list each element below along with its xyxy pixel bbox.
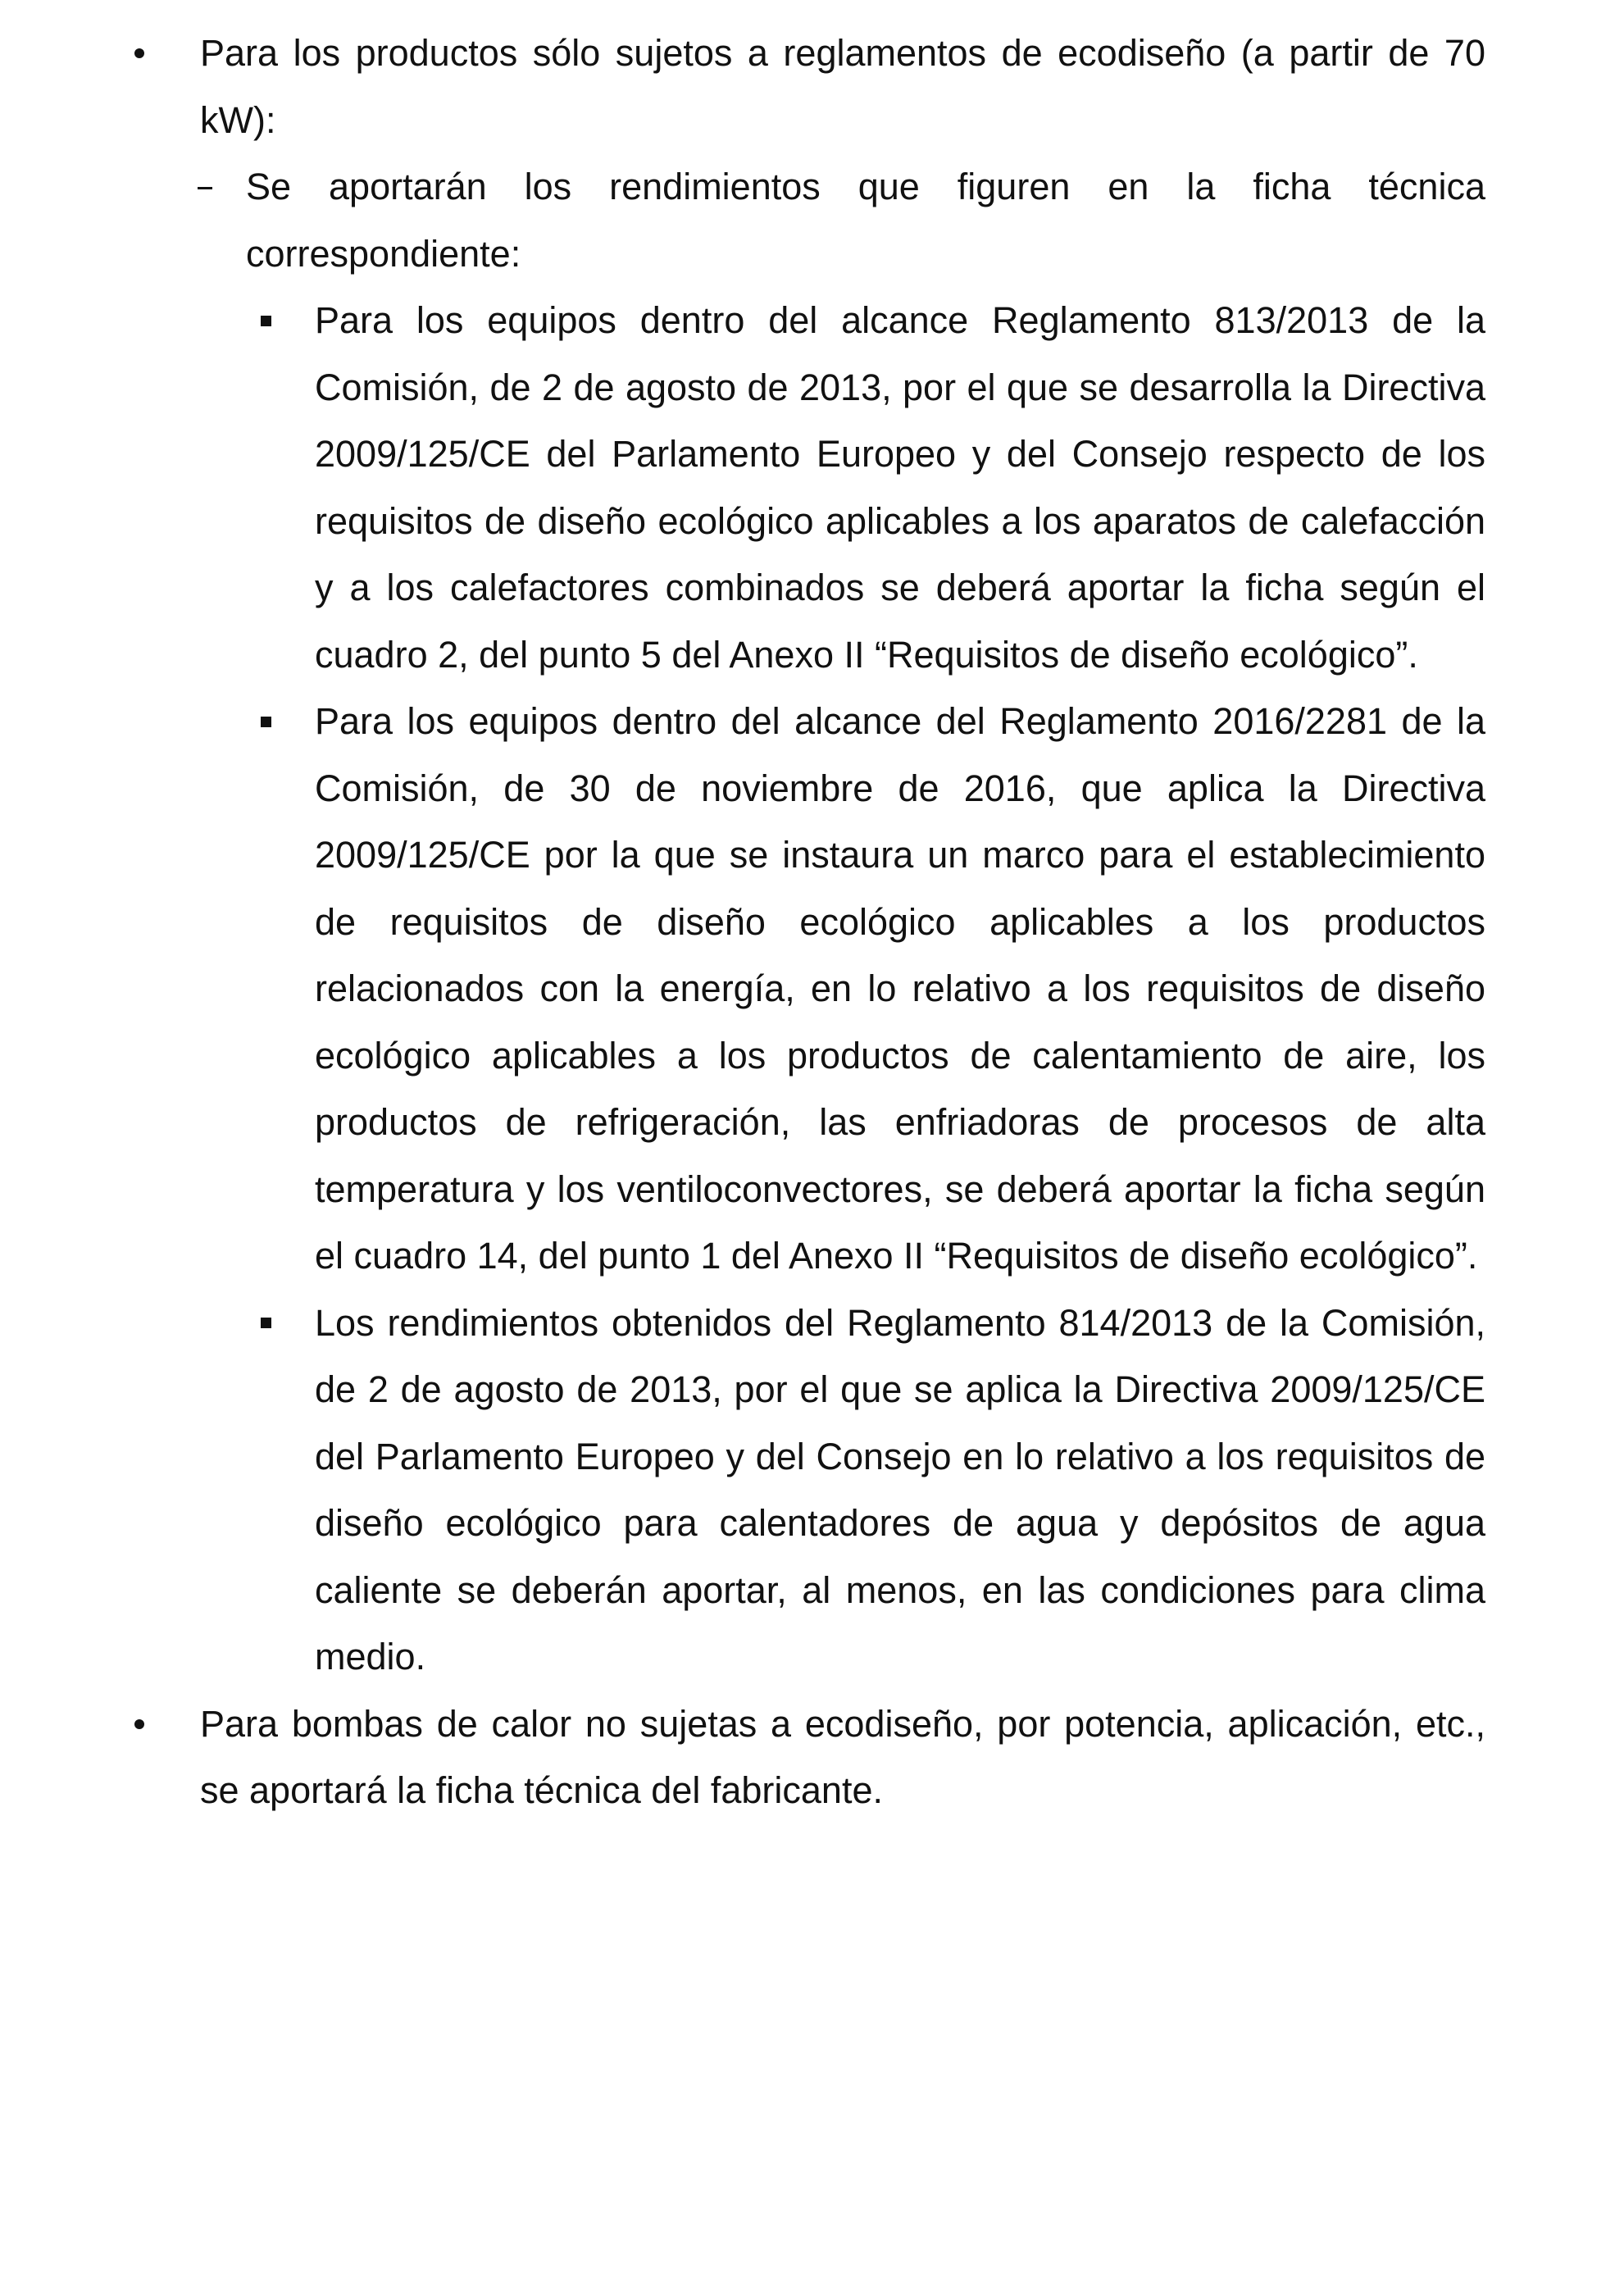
list-item bbox=[246, 153, 1485, 287]
list-item-text: Para los equipos dentro del alcance del Reglamento 2016/2281 de la Comisión, de 30 de noviembre de 2016, que aplica la Directiva 2009/125/CE por la que se instaura un marco para el establecimiento de requisitos de diseño ecológico aplicables a los productos relacionados con la energía, en lo relativo a los requisitos de diseño ecológico aplicables a los productos de calentamiento de aire, los productos de refrigeración, las enfriadoras de procesos de alta temperatura y los ventiloconvectores, se deberá aportar la ficha según el cuadro 14, del punto 1 del Anexo II “Requisitos de diseño ecológico”. bbox=[315, 700, 1485, 1277]
list-item bbox=[200, 1691, 1485, 1824]
list-item bbox=[315, 1290, 1485, 1691]
list-item bbox=[200, 20, 1485, 153]
list-item bbox=[315, 287, 1485, 688]
document-body bbox=[0, 20, 1624, 1824]
list-item-text: Los rendimientos obtenidos del Reglamento 814/2013 de la Comisión, de 2 de agosto de 2013, por el que se aplica la Directiva 2009/125/CE del Parlamento Europeo y del Consejo en lo relativo a los requisitos de diseño ecológico para calentadores de agua y depósitos de agua caliente se deberán aportar, al menos, en las condiciones para clima medio. bbox=[315, 1301, 1485, 1677]
list-item-text: Para los productos sólo sujetos a reglamentos de ecodiseño (a partir de 70 kW): bbox=[200, 32, 1485, 141]
bullet-dot-icon bbox=[123, 20, 156, 87]
list-item-text: Para los equipos dentro del alcance Reglamento 813/2013 de la Comisión, de 2 de agosto de 2013, por el que se desarrolla la Directiva 2009/125/CE del Parlamento Europeo y del Consejo respecto de los requisitos de diseño ecológico aplicables a los aparatos de calefacción y a los calefactores combinados se deberá aportar la ficha según el cuadro 2, del punto 5 del Anexo II “Requisitos de diseño ecológico”. bbox=[315, 299, 1485, 676]
bullet-square-icon bbox=[249, 1290, 282, 1357]
bullet-square-icon bbox=[249, 688, 282, 755]
bullet-square-icon bbox=[249, 287, 282, 354]
bullet-dot-icon bbox=[123, 1691, 156, 1758]
list-item-text: Para bombas de calor no sujetas a ecodiseño, por potencia, aplicación, etc., se aportará la ficha técnica del fabricante. bbox=[200, 1702, 1485, 1811]
list-item bbox=[315, 688, 1485, 1290]
dash-icon bbox=[189, 153, 221, 221]
list-item-text: Se aportarán los rendimientos que figuren en la ficha técnica correspondiente: bbox=[246, 166, 1485, 275]
